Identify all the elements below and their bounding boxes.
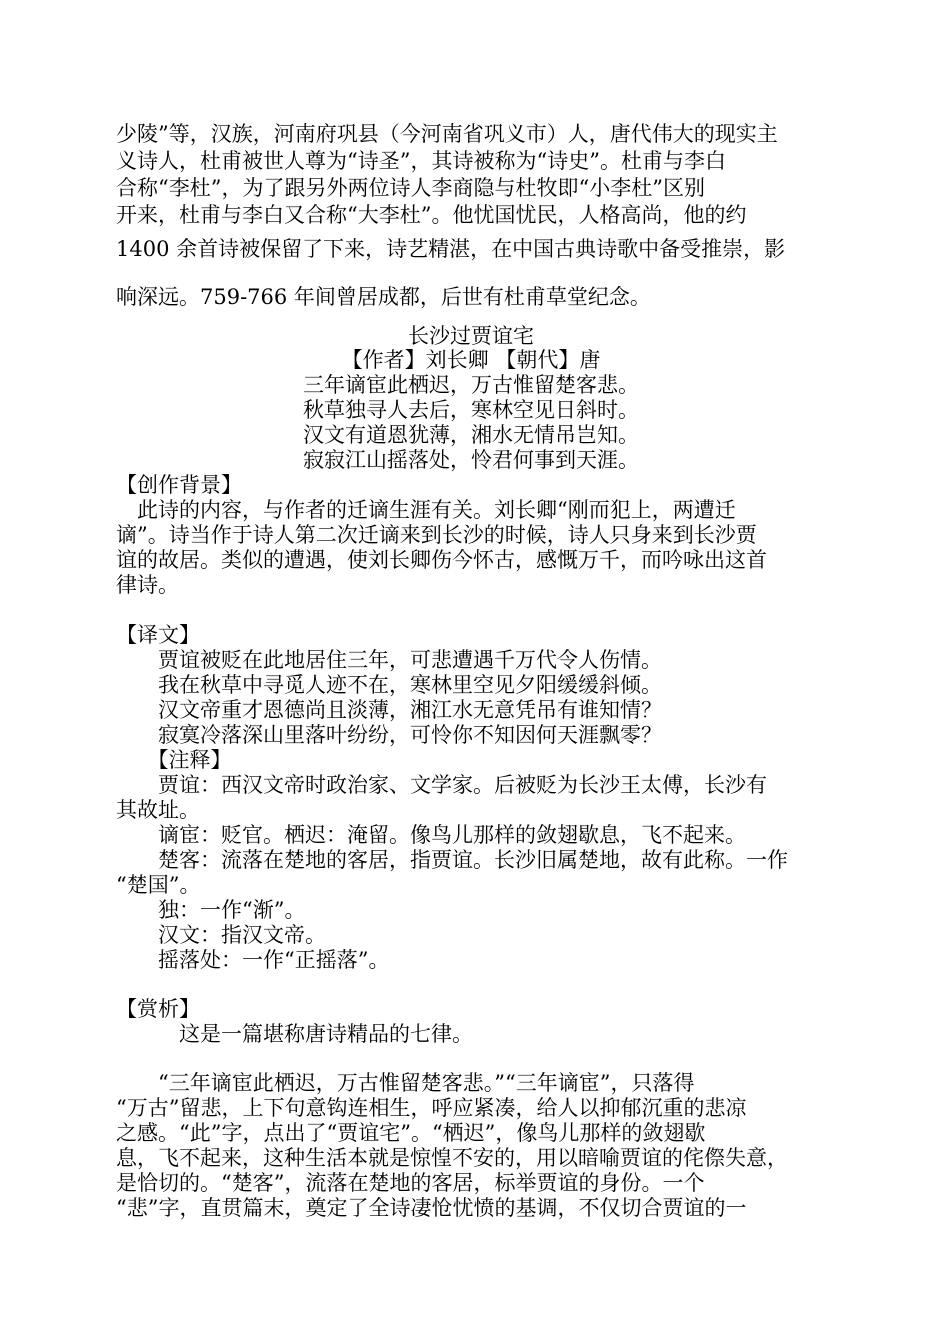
translation-line: 寂寞冷落深山里落叶纷纷，可怜你不知因何天涯飘零？: [116, 723, 662, 747]
poem-verse: 秋草独寻人去后，寒林空见日斜时。: [303, 398, 639, 422]
background-line: 此诗的内容，与作者的迁谪生涯有关。刘长卿“刚而犯上，两遭迁: [116, 498, 736, 522]
appreciation-line: “三年谪宦此栖迟，万古惟留楚客悲。”“三年谪宦”，只落得: [116, 1071, 695, 1095]
poem-verse: 三年谪宦此栖迟，万古惟留楚客悲。: [303, 373, 639, 397]
appreciation-intro: 这是一篇堪称唐诗精品的七律。: [116, 1022, 473, 1046]
notes-line: 汉文：指汉文帝。: [116, 923, 326, 947]
poem-title: 长沙过贾谊宅: [408, 324, 534, 348]
section-heading-appreciation: 【赏析】: [116, 997, 200, 1021]
appreciation-line: 息，飞不起来，这种生活本就是惊惶不安的，用以暗喻贾谊的侘傺失意，: [116, 1146, 788, 1170]
translation-line: 汉文帝重才恩德尚且淡薄，湘江水无意凭吊有谁知情？: [116, 698, 662, 722]
section-heading-background: 【创作背景】: [116, 473, 242, 497]
notes-line: 楚客：流落在楚地的客居，指贾谊。长沙旧属楚地，故有此称。一作: [116, 848, 788, 872]
intro-line: 响深远。759-766 年间曾居成都，后世有杜甫草堂纪念。: [116, 285, 651, 309]
poem-verse: 寂寂江山摇落处，怜君何事到天涯。: [303, 448, 639, 472]
section-heading-translation: 【译文】: [116, 623, 200, 647]
poem-byline: 【作者】刘长卿 【朝代】唐: [341, 348, 601, 372]
intro-line: 少陵”等，汉族，河南府巩县（今河南省巩义市）人，唐代伟大的现实主: [116, 122, 778, 146]
intro-line: 义诗人，杜甫被世人尊为“诗圣”，其诗被称为“诗史”。杜甫与李白: [116, 149, 726, 173]
background-line: 律诗。: [116, 573, 179, 597]
intro-line: 1400 余首诗被保留了下来，诗艺精湛，在中国古典诗歌中备受推崇，影: [116, 237, 786, 261]
background-line: 谊的故居。类似的遭遇，使刘长卿伤今怀古，感慨万千，而吟咏出这首: [116, 548, 767, 572]
intro-line: 开来，杜甫与李白又合称“大李杜”。他忧国忧民，人格高尚，他的约: [116, 203, 747, 227]
section-heading-notes: 【注释】: [116, 748, 232, 772]
notes-line: 独：一作“渐”。: [116, 898, 306, 922]
appreciation-line: 之感。“此”字，点出了“贾谊宅”。“栖迟”，像鸟儿那样的敛翅歇: [116, 1121, 706, 1145]
notes-line: 谪宦：贬官。栖迟：淹留。像鸟儿那样的敛翅歇息，飞不起来。: [116, 823, 746, 847]
notes-line: 贾谊：西汉文帝时政治家、文学家。后被贬为长沙王太傅，长沙有: [116, 773, 767, 797]
notes-line: 其故址。: [116, 798, 200, 822]
notes-line: 摇落处：一作“正摇落”。: [116, 948, 390, 972]
intro-line: 合称“李杜”，为了跟另外两位诗人李商隐与杜牧即“小李杜”区别: [116, 176, 705, 200]
translation-line: 贾谊被贬在此地居住三年，可悲遭遇千万代令人伤情。: [116, 648, 662, 672]
appreciation-line: 是恰切的。“楚客”，流落在楚地的客居，标举贾谊的身份。一个: [116, 1171, 705, 1195]
appreciation-line: “悲”字，直贯篇末，奠定了全诗凄怆忧愤的基调，不仅切合贾谊的一: [116, 1196, 747, 1220]
background-line: 谪”。诗当作于诗人第二次迁谪来到长沙的时候，诗人只身来到长沙贾: [116, 523, 757, 547]
appreciation-line: “万古”留悲，上下句意钩连相生，呼应紧凑，给人以抑郁沉重的悲凉: [116, 1096, 747, 1120]
poem-verse: 汉文有道恩犹薄，湘水无情吊岂知。: [303, 423, 639, 447]
translation-line: 我在秋草中寻觅人迹不在，寒林里空见夕阳缓缓斜倾。: [116, 673, 662, 697]
notes-line: “楚国”。: [116, 873, 201, 897]
